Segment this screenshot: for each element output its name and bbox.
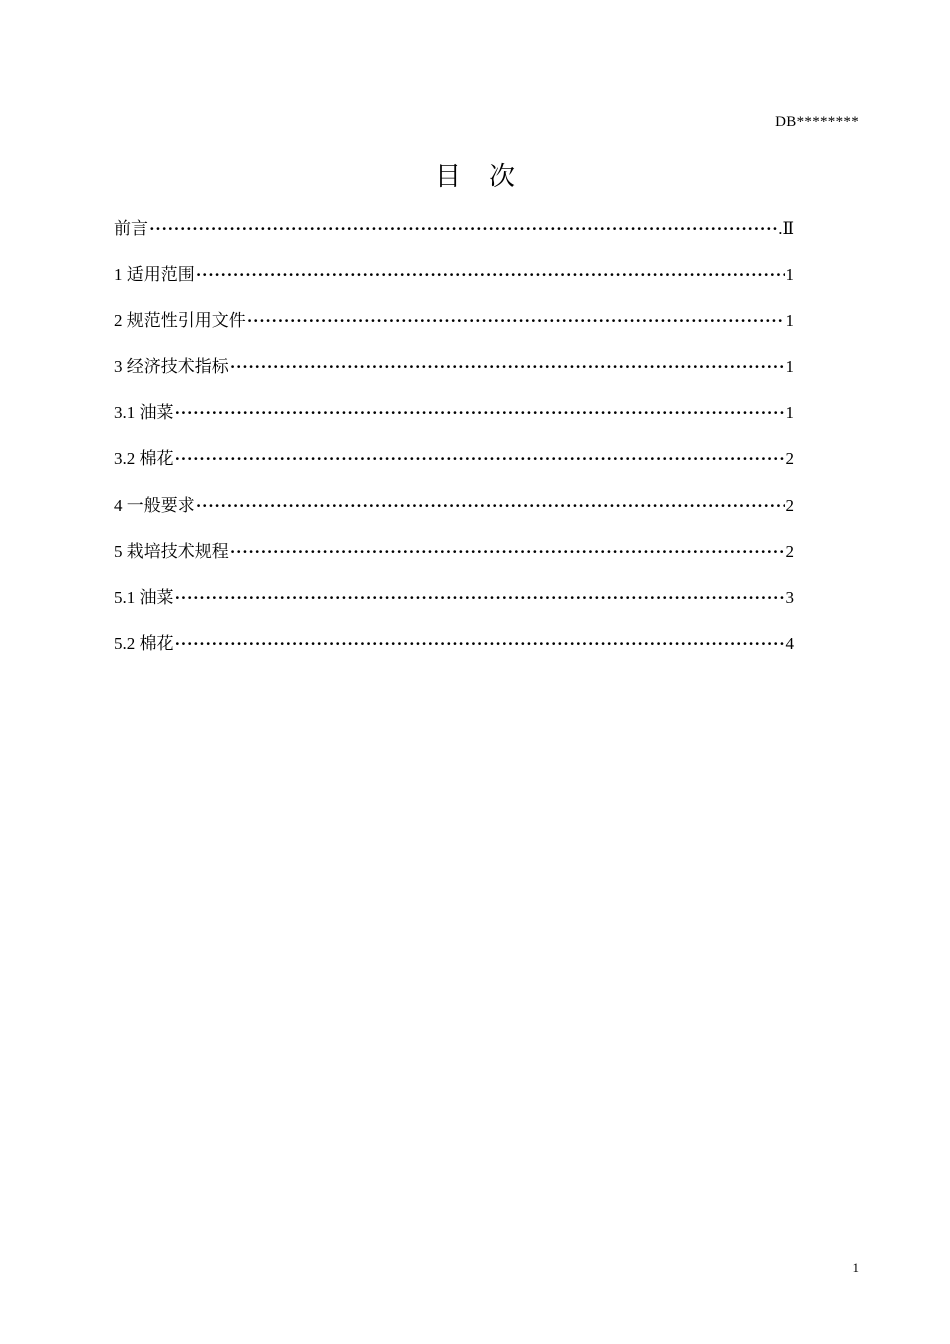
page-number: 1 [852, 1260, 859, 1275]
toc-entry-general-requirements[interactable] [114, 491, 794, 537]
toc-dot-leader [230, 542, 785, 562]
toc-entry-foreword[interactable] [114, 214, 794, 260]
document-code: DB******** [775, 114, 859, 130]
toc-entry-label: 1 适用范围 [114, 265, 195, 285]
toc-dot-leader [196, 496, 785, 516]
toc-entry-label: 5.2 棉花 [114, 633, 174, 653]
toc-entry-label: 3 经济技术指标 [114, 357, 229, 377]
toc-entry-label: 3.1 油菜 [114, 403, 174, 423]
toc-dot-leader [230, 357, 785, 377]
toc-entry-label: 5.1 油菜 [114, 587, 174, 607]
toc-entry-normative-references[interactable] [114, 306, 794, 352]
toc-dot-leader [247, 311, 785, 331]
toc-title [0, 156, 950, 193]
toc-entry-cotton-cultivation[interactable] [114, 629, 794, 675]
toc-entry-label: 5 栽培技术规程 [114, 541, 229, 561]
toc-entry-economic-indicators[interactable] [114, 352, 794, 398]
toc-entry-rapeseed-indicators[interactable] [114, 398, 794, 444]
toc-entry-page: 4 [785, 633, 794, 653]
toc-entry-page: 2 [785, 541, 794, 561]
toc-entry-label: 3.2 棉花 [114, 449, 174, 469]
toc-entry-cotton-indicators[interactable] [114, 444, 794, 490]
toc-dot-leader [175, 588, 785, 608]
toc-entry-label: 4 一般要求 [114, 495, 195, 515]
toc-entry-scope[interactable] [114, 260, 794, 306]
toc-title-part1: 目 [434, 162, 461, 192]
toc-entry-page: 1 [785, 311, 794, 331]
toc-entry-page: 1 [785, 403, 794, 423]
toc-entry-page: 3 [785, 587, 794, 607]
toc-entry-label: 2 规范性引用文件 [114, 311, 246, 331]
toc-entry-cultivation-practices[interactable] [114, 537, 794, 583]
toc-title-part2: 次 [489, 162, 516, 192]
toc-list [114, 214, 794, 675]
toc-dot-leader [175, 449, 785, 469]
toc-entry-page: 2 [785, 449, 794, 469]
toc-entry-page: 1 [785, 265, 794, 285]
toc-dot-leader [149, 219, 777, 239]
toc-dot-leader [196, 265, 785, 285]
toc-entry-page: 2 [785, 495, 794, 515]
toc-entry-label: 前言 [114, 219, 148, 238]
toc-dot-leader [175, 634, 785, 654]
toc-dot-leader [175, 403, 785, 423]
toc-entry-page: .Ⅱ [778, 219, 794, 238]
toc-entry-page: 1 [785, 357, 794, 377]
toc-entry-rapeseed-cultivation[interactable] [114, 583, 794, 629]
